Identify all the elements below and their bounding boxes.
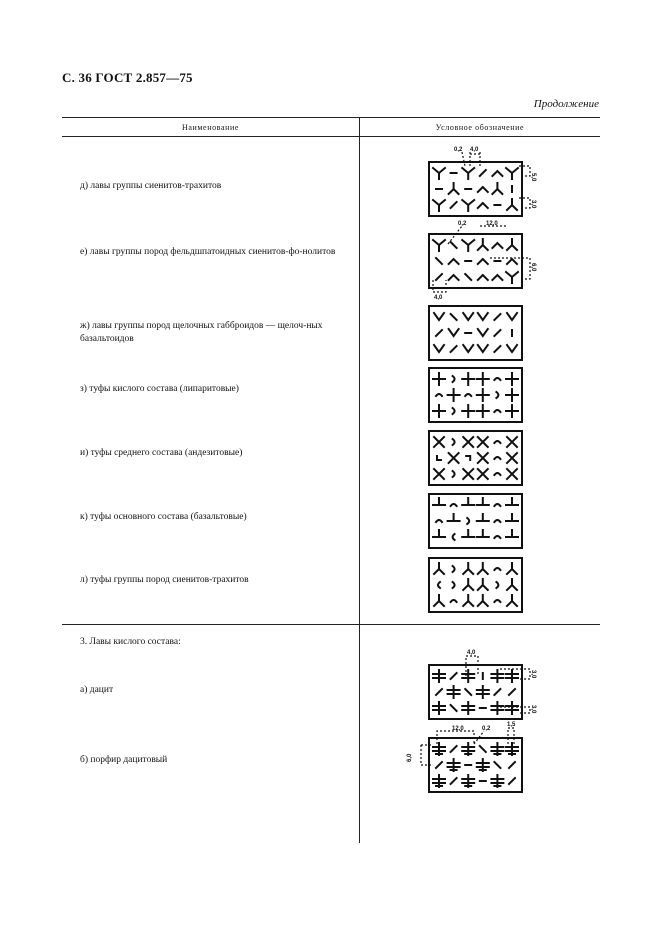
row-label-z: з) туфы кислого состава (липаритовые) [80, 384, 239, 394]
arcT-glyph [494, 410, 500, 412]
column-header-name: Наименование [181, 123, 240, 132]
plus-glyph [448, 389, 460, 401]
plus-glyph [506, 373, 518, 385]
Y-glyph [478, 239, 488, 250]
Ti-glyph [462, 200, 474, 211]
star-glyph [433, 743, 445, 755]
tee-glyph [477, 530, 489, 537]
row-label-dacite-porphyry: б) порфир дацитовый [80, 755, 168, 765]
slash-glyph [451, 746, 457, 752]
dbl-glyph [491, 670, 503, 682]
dbl-glyph [433, 702, 445, 714]
arcL-glyph [453, 534, 455, 540]
dbl-glyph [448, 686, 460, 698]
symbol-basalt-tuff [428, 493, 523, 549]
row-label-d: д) лавы группы сиенитов-трахитов [80, 181, 222, 191]
x-glyph [478, 437, 488, 447]
slash-glyph [509, 778, 515, 784]
slash-glyph [451, 778, 457, 784]
row-label-e: е) лавы группы пород фельдшпатоидных сиенитов-фо-нолитов [80, 247, 336, 257]
caret-glyph [478, 275, 488, 280]
x-glyph [478, 453, 488, 463]
bslash-glyph [451, 314, 457, 320]
caret-glyph [478, 203, 488, 208]
arcR-glyph [453, 471, 455, 477]
dbl-glyph [506, 670, 518, 682]
page-header: С. 36 ГОСТ 2.857—75 [62, 70, 193, 85]
tee-glyph [462, 530, 474, 537]
column-divider [359, 117, 360, 843]
Y-glyph [434, 595, 444, 606]
arcT-glyph [494, 473, 500, 475]
star-glyph [462, 775, 474, 787]
dim-label: 0,2 [458, 221, 467, 227]
slash-glyph [494, 330, 500, 336]
slash-glyph [451, 673, 457, 679]
slash-glyph [494, 314, 500, 320]
Y-glyph [478, 595, 488, 606]
Y-glyph [492, 183, 502, 194]
x-glyph [507, 437, 517, 447]
tee-glyph [506, 498, 518, 505]
tee-glyph [433, 530, 445, 537]
arcR-glyph [496, 392, 498, 398]
dim-label: 0,2 [482, 726, 491, 732]
symbol-trachyte-lava [428, 161, 523, 217]
arcT-glyph [494, 504, 500, 506]
v-glyph [478, 313, 488, 320]
v-glyph [434, 313, 444, 320]
tee-glyph [477, 498, 489, 505]
section-divider [62, 624, 600, 625]
plus-glyph [506, 389, 518, 401]
caret-glyph [507, 259, 517, 264]
row-label-l: л) туфы группы пород сиенитов-трахитов [80, 575, 249, 585]
arcR-glyph [467, 518, 469, 524]
tee-glyph [433, 498, 445, 505]
dim-label: 0,2 [454, 147, 463, 153]
arcT-glyph [451, 600, 457, 602]
Ti-glyph [433, 240, 445, 251]
slash-glyph [436, 762, 442, 768]
dbl-glyph [491, 702, 503, 714]
dacite-pattern [430, 666, 521, 718]
caret-glyph [449, 275, 459, 280]
plus-glyph [462, 373, 474, 385]
slash-glyph [451, 202, 457, 208]
x-glyph [463, 469, 473, 479]
x-glyph [507, 469, 517, 479]
symbol-trachyte-tuff [428, 557, 523, 613]
table-header-rule [62, 136, 600, 137]
arcT-glyph [494, 378, 500, 380]
Y-glyph [463, 595, 473, 606]
symbol-alkali-basaltoid-lava [428, 305, 523, 361]
x-glyph [463, 437, 473, 447]
arcR-glyph [453, 408, 455, 414]
dbl-glyph [433, 670, 445, 682]
section-title: 3. Лавы кислого состава: [80, 637, 181, 647]
symbol-dacite [428, 664, 523, 720]
symbol-liparite-tuff [428, 367, 523, 423]
x-glyph [478, 469, 488, 479]
row-label-i: и) туфы среднего состава (андезитовые) [80, 448, 243, 458]
arcT-glyph [494, 457, 500, 459]
Y-glyph [463, 579, 473, 590]
bslash-glyph [451, 242, 457, 248]
row-label-k: к) туфы основного состава (базальтовые) [80, 512, 247, 522]
Ti-glyph [433, 168, 445, 179]
star-glyph [491, 775, 503, 787]
dim-label: 3,0 [530, 705, 536, 714]
v-glyph [463, 313, 473, 320]
Ti-glyph [462, 240, 474, 251]
Y-glyph [478, 563, 488, 574]
tee-glyph [506, 530, 518, 537]
dim-label: 5,0 [530, 173, 536, 182]
plus-glyph [506, 405, 518, 417]
tee-glyph [462, 498, 474, 505]
slash-glyph [509, 689, 515, 695]
tee-glyph [506, 514, 518, 521]
star-glyph [506, 743, 518, 755]
arcR-glyph [453, 439, 455, 445]
slash-glyph [494, 689, 500, 695]
arcR-glyph [453, 582, 455, 588]
dbl-glyph [477, 686, 489, 698]
dacite-porphyry-pattern [430, 739, 521, 791]
bslash-glyph [494, 762, 500, 768]
arcR-glyph [496, 582, 498, 588]
caret-glyph [492, 275, 502, 280]
dim-label: 4,0 [470, 147, 479, 153]
arcR-glyph [453, 376, 455, 382]
trachyte-tuff-pattern [430, 559, 521, 611]
Ti-glyph [506, 272, 518, 283]
dim-label: 3,0 [530, 200, 536, 209]
table-top-rule [62, 117, 600, 118]
Y-glyph [507, 595, 517, 606]
v-glyph [449, 329, 459, 336]
dim-label: 6,0 [530, 263, 536, 272]
symbol-dacite-porphyry [428, 737, 523, 793]
bslash-glyph [465, 689, 471, 695]
Ti-glyph [506, 168, 518, 179]
arcT-glyph [494, 441, 500, 443]
x-glyph [434, 469, 444, 479]
basalt-tuff-pattern [430, 495, 521, 547]
caret-glyph [478, 187, 488, 192]
tee-glyph [477, 514, 489, 521]
arcT-glyph [494, 536, 500, 538]
Y-glyph [507, 239, 517, 250]
dim-label: 6,0 [407, 753, 413, 762]
bslash-glyph [451, 705, 457, 711]
continuation-label: Продолжение [533, 98, 599, 110]
arcR-glyph [453, 566, 455, 572]
v-glyph [507, 313, 517, 320]
slash-glyph [436, 689, 442, 695]
arcT-glyph [465, 394, 471, 396]
star-glyph [491, 743, 503, 755]
phonolite-lava-pattern [430, 235, 521, 287]
arcT-glyph [436, 520, 442, 522]
dim-label: 4,0 [467, 650, 476, 656]
Ti-glyph [462, 168, 474, 179]
slash-glyph [509, 762, 515, 768]
column-header-symbol: Условное обозначение [435, 123, 525, 132]
dbl-glyph [462, 670, 474, 682]
Y-glyph [449, 183, 459, 194]
plus-glyph [462, 405, 474, 417]
trachyte-lava-pattern [430, 163, 521, 215]
bslash-glyph [480, 746, 486, 752]
caret-glyph [492, 171, 502, 176]
Y-glyph [478, 579, 488, 590]
Y-glyph [507, 563, 517, 574]
Ti-glyph [433, 200, 445, 211]
row-label-zh: ж) лавы группы пород щелочных габброидов — щелоч-ных базальтоидов [80, 321, 323, 344]
v-glyph [434, 345, 444, 352]
x-glyph [434, 437, 444, 447]
bslash-glyph [465, 274, 471, 280]
Y-glyph [507, 579, 517, 590]
Y-glyph [434, 563, 444, 574]
dim-label: 4,0 [434, 295, 443, 301]
liparite-tuff-pattern [430, 369, 521, 421]
star-glyph [448, 759, 460, 771]
x-glyph [507, 453, 517, 463]
star-glyph [433, 775, 445, 787]
arcT-glyph [494, 568, 500, 570]
plus-glyph [433, 405, 445, 417]
symbol-andesite-tuff [428, 430, 523, 486]
caret-glyph [492, 243, 502, 248]
arcT-glyph [494, 520, 500, 522]
v-glyph [478, 329, 488, 336]
slash-glyph [451, 346, 457, 352]
andesite-tuff-pattern [430, 432, 521, 484]
Y-glyph [507, 199, 517, 210]
arcT-glyph [436, 394, 442, 396]
plus-glyph [477, 389, 489, 401]
symbol-phonolite-lava [428, 233, 523, 289]
v-glyph [507, 345, 517, 352]
star-glyph [462, 743, 474, 755]
slash-glyph [480, 170, 486, 176]
slash-glyph [494, 346, 500, 352]
slash-glyph [436, 330, 442, 336]
arcT-glyph [494, 600, 500, 602]
lhook-glyph [437, 456, 441, 460]
v-glyph [478, 345, 488, 352]
dbl-glyph [462, 702, 474, 714]
star-glyph [477, 759, 489, 771]
dbl-glyph [506, 702, 518, 714]
tee-glyph [448, 514, 460, 521]
slash-glyph [436, 274, 442, 280]
plus-glyph [477, 373, 489, 385]
Y-glyph [463, 563, 473, 574]
caret-glyph [449, 259, 459, 264]
hook-glyph [466, 456, 470, 460]
v-glyph [463, 345, 473, 352]
arcL-glyph [438, 582, 440, 588]
caret-glyph [478, 259, 488, 264]
x-glyph [449, 453, 459, 463]
dim-label: 3,0 [530, 670, 536, 679]
plus-glyph [433, 373, 445, 385]
dim-label: 12,0 [486, 221, 498, 227]
dim-label: 1,5 [507, 722, 516, 728]
dim-label: 12,0 [452, 726, 464, 732]
alkali-basaltoid-pattern [430, 307, 521, 359]
bslash-glyph [436, 258, 442, 264]
row-label-dacite: а) дацит [80, 685, 114, 695]
arcT-glyph [451, 504, 457, 506]
plus-glyph [477, 405, 489, 417]
